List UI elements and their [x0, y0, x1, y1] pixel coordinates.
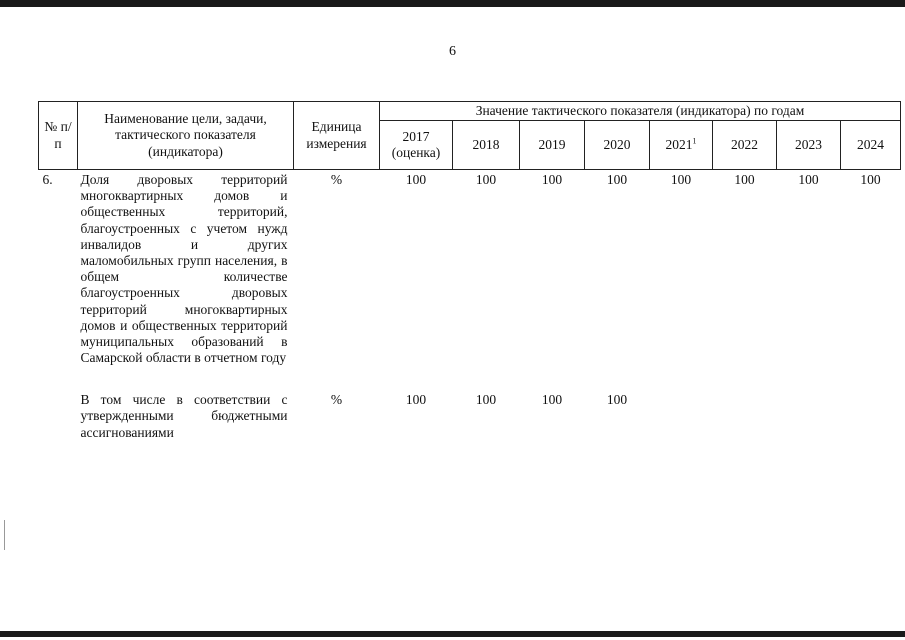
row-number: 6. [42, 172, 53, 187]
header-year-note: (оценка) [391, 145, 441, 160]
value-cell: 100 [541, 172, 563, 187]
value-cell: 100 [405, 172, 427, 187]
header-years-group: Значение тактического показателя (индикатора) по годам [380, 102, 901, 121]
value-cell [713, 366, 777, 441]
header-num: № п/п [39, 102, 78, 170]
value-cell: 100 [798, 172, 819, 187]
header-year-2019: 2019 [520, 121, 585, 170]
top-border [0, 0, 905, 7]
indicator-name: Доля дворовых территорий многоквартирных домов и общественных территорий, благоустроенных с учетом нужд инвалидов и других маломобильных групп населения, в общем количестве благоустроенных дворовых территорий многоквартирных домов и общественных территорий муниципальных образований в Самарской области в отчетном году [80, 172, 288, 366]
value-cell: 100 [734, 172, 755, 187]
footnote-marker: 1 [692, 136, 697, 146]
header-year-2018: 2018 [453, 121, 520, 170]
indicator-table [38, 101, 901, 441]
unit-cell: % [330, 392, 343, 408]
header-year-2024: 2024 [841, 121, 901, 170]
bottom-border [0, 631, 905, 637]
table-row [39, 366, 901, 441]
value-cell: 100 [405, 392, 427, 408]
header-year-2020: 2020 [585, 121, 650, 170]
value-cell: 100 [606, 392, 628, 408]
table-row [39, 170, 901, 367]
value-cell: 100 [606, 172, 628, 187]
unit-cell: % [330, 172, 343, 187]
header-year-2017 [380, 121, 453, 170]
value-cell: 100 [670, 172, 692, 187]
page-number: 6 [449, 44, 456, 59]
row-number [39, 366, 78, 441]
header-name: Наименование цели, задачи, тактического показателя (индикатора) [78, 102, 294, 170]
value-cell: 100 [860, 172, 881, 187]
header-year-label: 2021 [665, 136, 693, 152]
header-year-2023: 2023 [777, 121, 841, 170]
value-cell [777, 366, 841, 441]
indicator-name: В том числе в соответствии с утвержденными бюджетными ассигнованиями [80, 392, 288, 440]
value-cell: 100 [541, 392, 563, 408]
value-cell [841, 366, 901, 441]
value-cell: 100 [475, 392, 497, 408]
value-cell: 100 [475, 172, 497, 187]
header-unit: Единица измерения [294, 102, 380, 170]
header-year-label: 2017 [402, 128, 430, 144]
header-year-2021 [650, 121, 713, 170]
scan-edge-mark [4, 520, 7, 550]
header-year-2022: 2022 [713, 121, 777, 170]
value-cell [650, 366, 713, 441]
